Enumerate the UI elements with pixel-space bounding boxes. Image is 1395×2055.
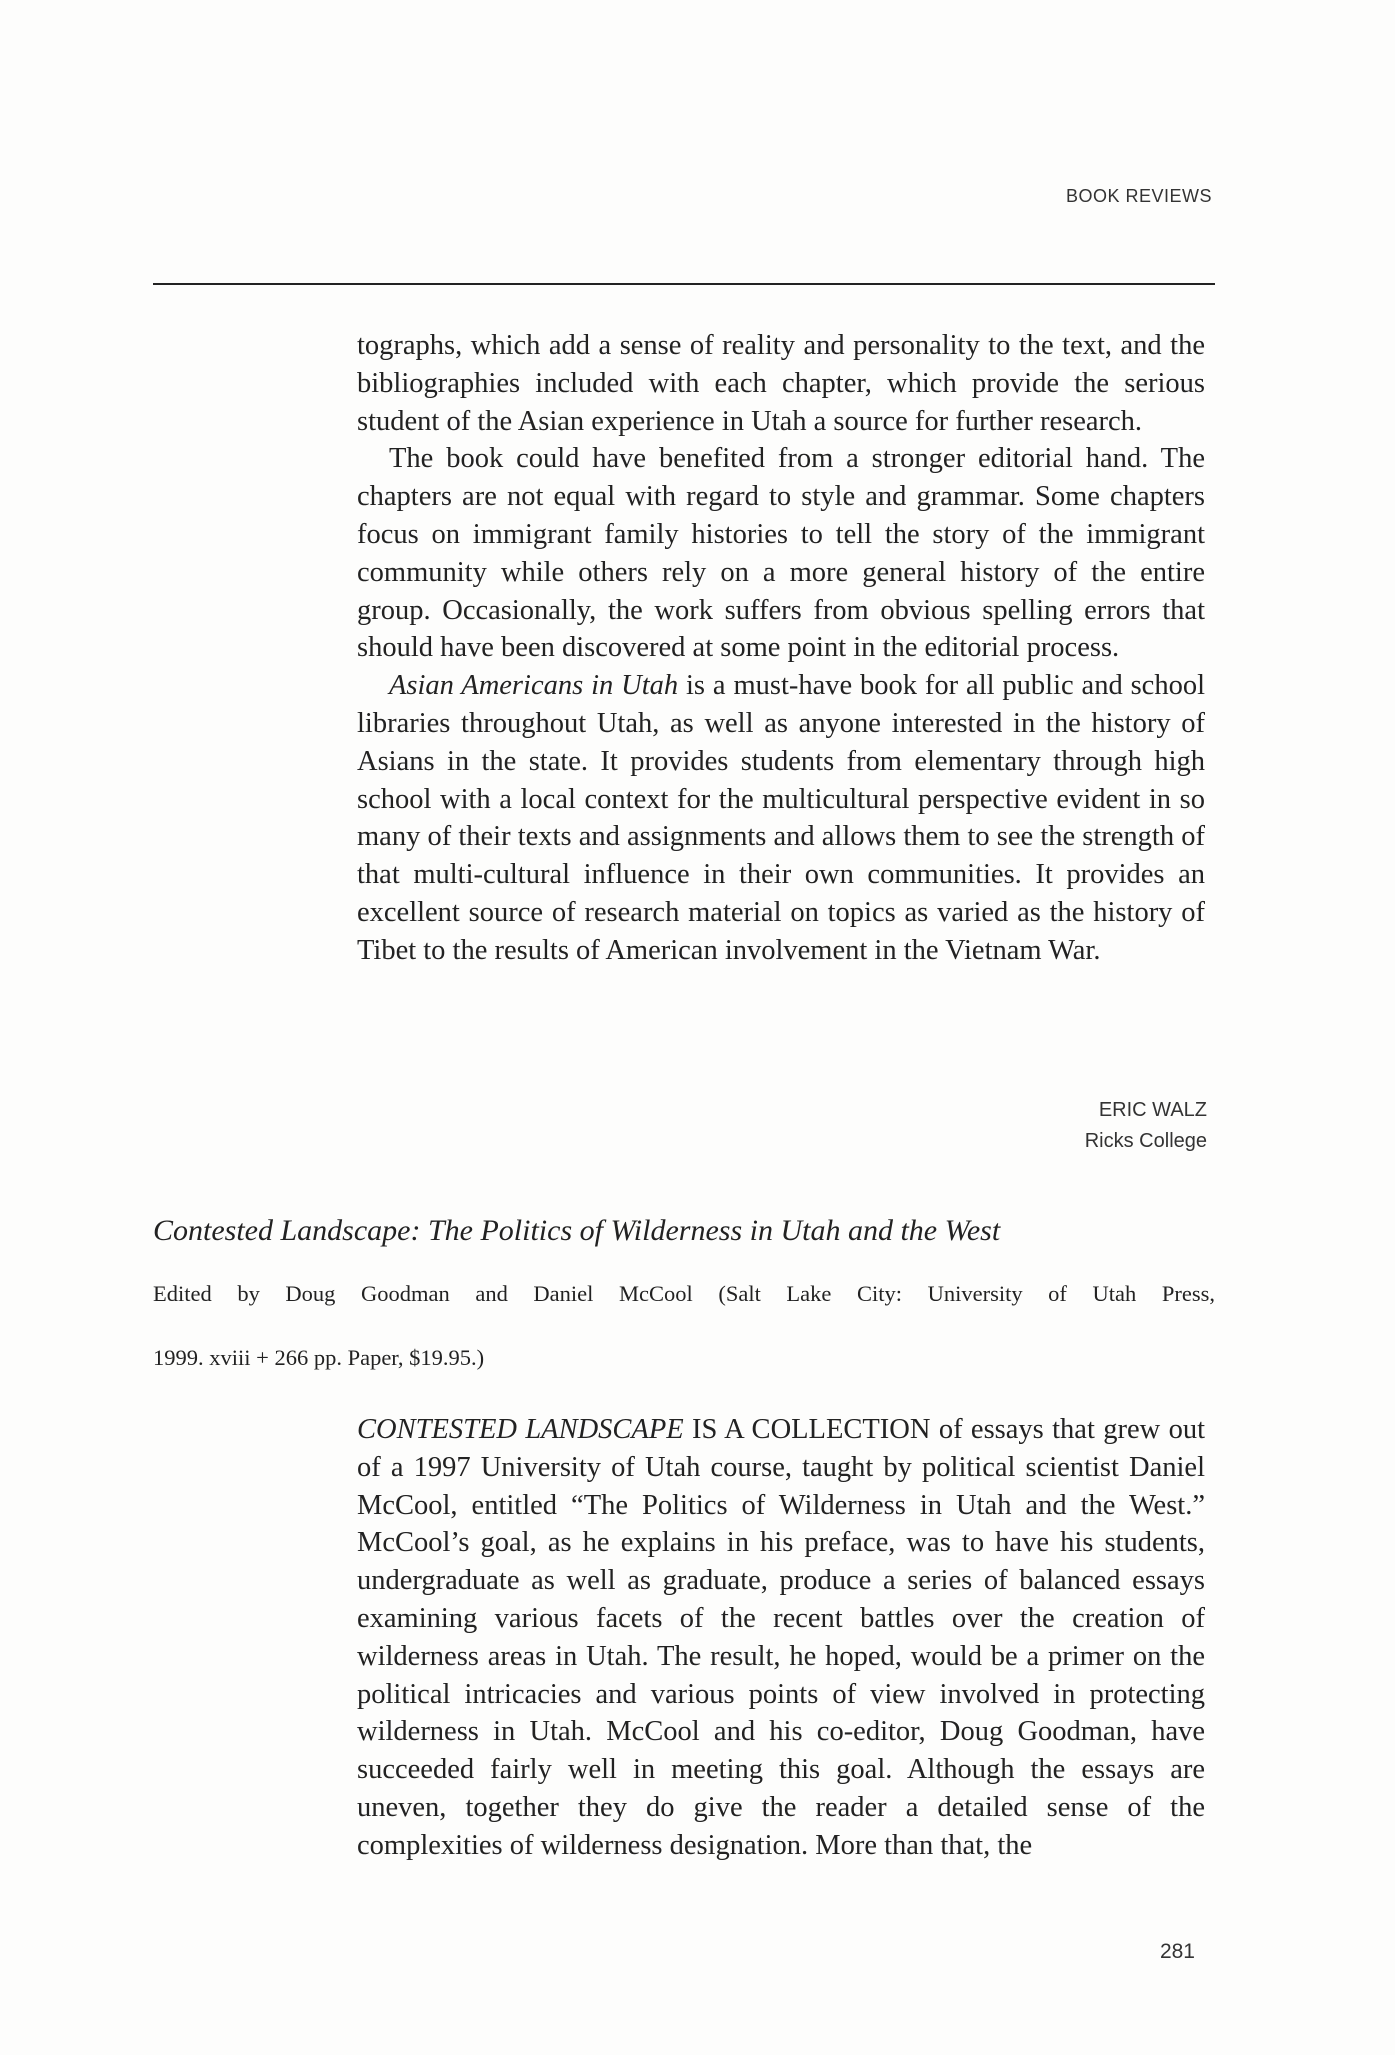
publication-info-line-1: Edited by Doug Goodman and Daniel McCool (Salt Lake City: University of Utah Press, [153, 1281, 1215, 1306]
paragraph-text: is a must-have book for all public and school libraries throughout Utah, as well as anyone interested in the history of Asians in the state. It provides students from elementary through high school with a local context for the multicultural perspective evident in so many of their texts and assignments and allows them to see the strength of that multi-cultural influence in their own communities. It provides an excellent source of research material on topics as varied as the history of Tibet to the results of American involvement in the Vietnam War. [357, 670, 1205, 966]
paragraph [357, 667, 1205, 969]
review-book-title: Contested Landscape: The Politics of Wilderness in Utah and the West [153, 1214, 1001, 1247]
paragraph-text: of essays that grew out of a 1997 University of Utah course, taught by political scientist Daniel McCool, entitled “The Politics of Wilderness in Utah and the West.” McCool’s goal, as he explains in his preface, was to have his students, undergraduate as well as graduate, produce a series of balanced essays examining various facets of the recent battles over the creation of wilderness areas in Utah. The result, he hoped, would be a primer on the political intricacies and various points of view involved in protecting wilderness in Utah. McCool and his co-editor, Doug Goodman, have succeeded fairly well in meeting this goal. Although the essays are uneven, together they do give the reader a detailed sense of the complexities of wilderness designation. More than that, the [357, 1414, 1205, 1861]
review-body [357, 1411, 1205, 1865]
running-header: BOOK REVIEWS [1065, 186, 1212, 206]
header-rule [153, 283, 1215, 285]
paragraph [357, 1411, 1205, 1865]
publication-info-line-2: 1999. xviii + 266 pp. Paper, $19.95.) [153, 1345, 485, 1370]
book-title-reference: Asian Americans in Utah [389, 670, 679, 702]
reviewer-affiliation: Ricks College [1084, 1130, 1207, 1152]
lead-caps: IS A COLLECTION [683, 1414, 931, 1445]
paragraph: tographs, which add a sense of reality and personality to the text, and the bibliographies included with each chapter, which provide the serious student of the Asian experience in Utah a source for further research. [357, 330, 1205, 437]
lead-title-italic: CONTESTED LANDSCAPE [357, 1414, 684, 1445]
reviewer-name: ERIC WALZ [1098, 1099, 1207, 1121]
review-continuation [357, 327, 1205, 970]
paragraph: The book could have benefited from a stronger editorial hand. The chapters are not equal with regard to style and grammar. Some chapters focus on immigrant family histories to tell the story of the immigrant community while others rely on a more general history of the entire group. Occasionally, the work suffers from obvious spelling errors that should have been discovered at some point in the editorial process. [357, 443, 1205, 664]
page-number: 281 [1159, 1940, 1195, 1963]
